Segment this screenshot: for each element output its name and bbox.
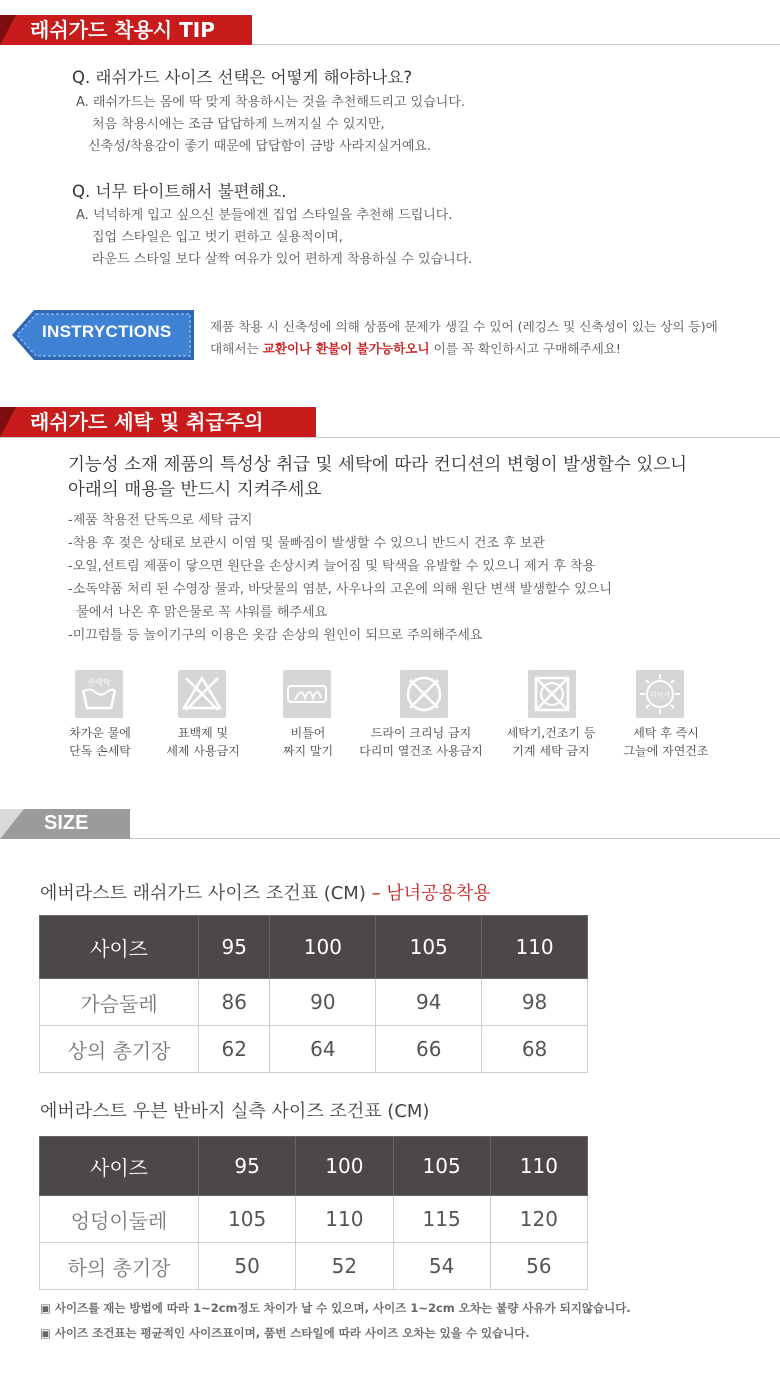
table-header-row: 사이즈 95 100 105 110	[40, 1137, 588, 1196]
care-caption: 세탁기,건조기 등 기계 세탁 금지	[506, 726, 596, 758]
table-row: 상의 총기장 62 64 66 68	[40, 1026, 588, 1073]
instructions-badge	[12, 306, 194, 364]
list-item: 물에서 나온 후 맑은물로 꼭 샤워를 해주세요	[68, 605, 328, 620]
no-machine-wash-icon	[528, 670, 576, 718]
svg-text:손세탁: 손세탁	[87, 678, 111, 687]
size-section-header: SIZE	[0, 809, 130, 839]
tip-section-header: 래쉬가드 착용시 TIP	[0, 15, 252, 45]
faq-question-1: Q. 래쉬가드 사이즈 선택은 어떻게 해야하나요?	[72, 68, 413, 87]
care-caption: 표백제 및 세제 사용금지	[166, 726, 240, 758]
table-row: 하의 총기장 50 52 54 56	[40, 1243, 588, 1290]
table-row: 엉덩이둘레 105 110 115 120	[40, 1196, 588, 1243]
shade-dry-icon	[636, 670, 684, 718]
hand-wash-icon	[75, 670, 123, 718]
no-dryclean-icon	[400, 670, 448, 718]
no-bleach-icon	[178, 670, 226, 718]
care-caption: 비틀어 짜지 말기	[282, 726, 334, 758]
no-refund-warning: 교환이나 환불이 불가능하오니	[262, 341, 430, 356]
list-item: -미끄럼틀 등 놀이기구의 이용은 옷감 손상의 원인이 되므로 주의해주세요	[68, 628, 483, 643]
faq-answer-1: A. 래쉬가드는 몸에 딱 맞게 착용하시는 것을 추천해드리고 있습니다. 처음 착용시에는 조금 답답하게 느껴지실 수 있지만, 신축성/착용감이 좋기 때문에 답답함이 금방 사라지실거예요.	[76, 95, 466, 154]
wash-section-header: 래쉬가드 세탁 및 취급주의	[0, 407, 316, 437]
size-table-2	[39, 1136, 588, 1290]
care-caption: 드라이 크리닝 금지 다리미 열건조 사용금지	[359, 726, 483, 758]
instructions-notice: 제품 착용 시 신축성에 의해 상품에 문제가 생길 수 있어 (레깅스 및 신축성이 있는 상의 등)에 대해서는 교환이나 환불이 불가능하오니 이를 꼭 확인하시고 구매해주세요!	[210, 319, 718, 356]
section-divider	[0, 437, 780, 438]
no-wring-icon	[283, 670, 331, 718]
table-header-row: 사이즈 95 100 105 110	[40, 916, 588, 979]
list-item: -소독약품 처리 된 수영장 물과, 바닷물의 염분, 사우나의 고온에 의해 원단 변색 발생할수 있으니	[68, 582, 612, 597]
size-table-1	[39, 915, 588, 1073]
wash-rules-list	[68, 509, 612, 647]
instructions-badge-label: INSTRYCTIONS	[42, 322, 172, 341]
care-caption: 세탁 후 즉시 그늘에 자연건조	[623, 726, 709, 758]
svg-text:뒤어서: 뒤어서	[649, 691, 671, 699]
table-row: 가슴둘레 86 90 94 98	[40, 979, 588, 1026]
list-item: -착용 후 젖은 상태로 보관시 이염 및 물빠짐이 발생할 수 있으니 반드시 건조 후 보관	[68, 536, 545, 551]
list-item: -오일,선트림 제품이 닿으면 원단을 손상시켜 늘어짐 및 탁색을 유발할 수 있으니 제거 후 착용	[68, 559, 596, 574]
size-table-1-title: 에버라스트 래쉬가드 사이즈 조건표 (CM) – 남녀공용착용	[40, 883, 491, 904]
care-caption: 차가운 물에 단독 손세탁	[69, 726, 131, 758]
list-item: -제품 착용전 단독으로 세탁 금지	[68, 513, 253, 528]
size-note-2: ▣ 사이즈 조건표는 평균적인 사이즈표이며, 품번 스타일에 따라 사이즈 오차는 있을 수 있습니다.	[40, 1326, 530, 1340]
size-table-2-title: 에버라스트 우븐 반바지 실측 사이즈 조건표 (CM)	[40, 1101, 430, 1122]
faq-question-2: Q. 너무 타이트해서 불편해요.	[72, 182, 287, 201]
wash-intro: 기능성 소재 제품의 특성상 취급 및 세탁에 따라 컨디션의 변형이 발생할수 있으니 아래의 매용을 반드시 지켜주세요	[68, 455, 688, 500]
faq-answer-2: A. 넉넉하게 입고 싶으신 분들에겐 집업 스타일을 추천해 드립니다. 집업 스타일은 입고 벗기 편하고 실용적이며, 라운드 스타일 보다 살짝 여유가 있어 편하게 착용하실 수 있습니다.	[76, 208, 473, 267]
size-note-1: ▣ 사이즈를 재는 방법에 따라 1~2cm정도 차이가 날 수 있으며, 사이즈 1~2cm 오차는 불량 사유가 되지않습니다.	[40, 1301, 631, 1315]
